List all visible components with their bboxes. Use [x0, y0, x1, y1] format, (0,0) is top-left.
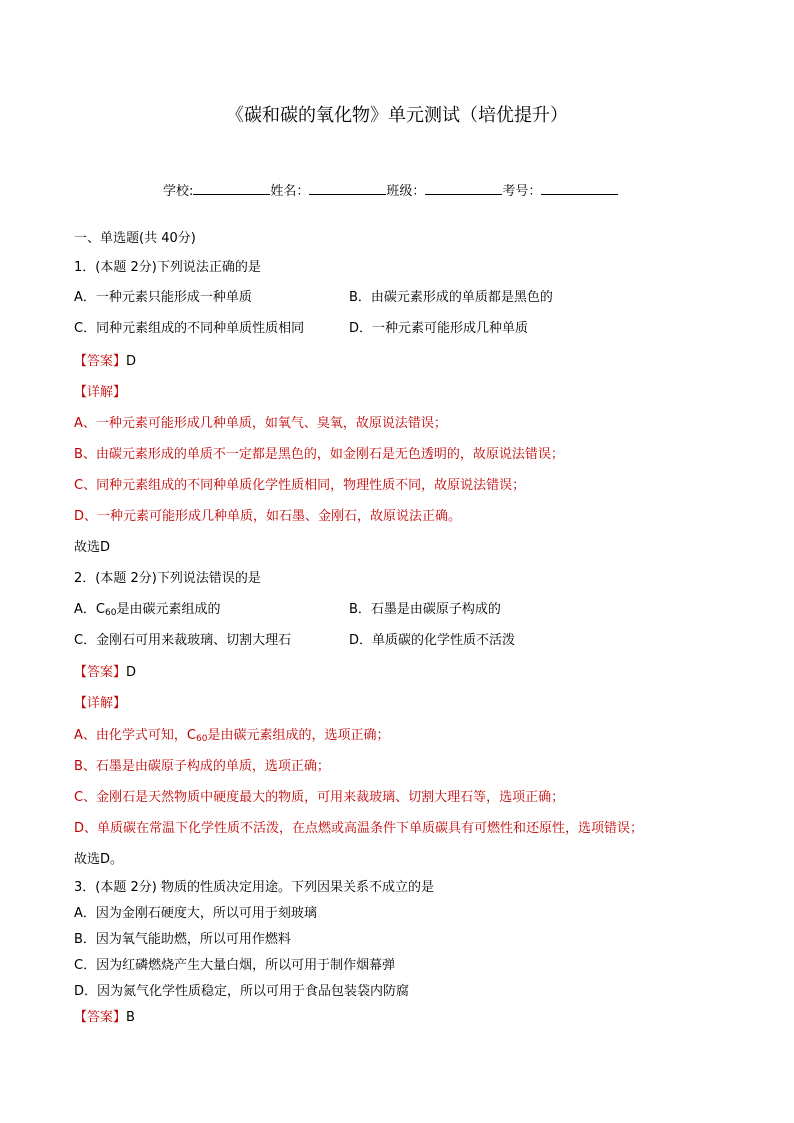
q3-stem: 3．(本题 2分) 物质的性质决定用途。下列因果关系不成立的是 — [74, 880, 434, 895]
q2-answer — [74, 664, 136, 682]
q1-explanation-c: C、同种元素组成的不同种单质化学性质相同，物理性质不同，故原说法错误； — [74, 478, 526, 493]
student-info-line — [163, 181, 618, 201]
school-label: 学校: — [163, 184, 194, 199]
number-label: 考号： — [502, 184, 542, 199]
q2-option-c: C．金刚石可用来裁玻璃、切割大理石 — [74, 633, 292, 648]
q2-option-a-suffix: 是由碳元素组成的 — [116, 602, 221, 617]
q2-stem: 2．(本题 2分)下列说法错误的是 — [74, 571, 261, 586]
q2-explanation-d: D、单质碳在常温下化学性质不活泼，在点燃或高温条件下单质碳具有可燃性和还原性，选项错误； — [74, 821, 644, 836]
q2-option-b: B．石墨是由碳原子构成的 — [349, 602, 501, 617]
q3-option-b: B．因为氧气能助燃，所以可用作燃料 — [74, 932, 291, 947]
q2-option-a-prefix: A．C — [74, 602, 105, 617]
q2-explanation-a-prefix: A、由化学式可知，C — [74, 728, 196, 743]
name-label: 姓名： — [270, 184, 310, 199]
number-blank[interactable] — [541, 181, 618, 195]
q1-option-b: B．由碳元素形成的单质都是黑色的 — [349, 290, 553, 305]
q2-option-a-subscript: 60 — [104, 608, 117, 618]
q3-option-c: C．因为红磷燃烧产生大量白烟，所以可用于制作烟幕弹 — [74, 958, 396, 973]
q2-explanation-a — [74, 727, 389, 748]
q3-answer — [74, 1009, 135, 1027]
q1-explanation-b: B、由碳元素形成的单质不一定都是黑色的，如金刚石是无色透明的，故原说法错误； — [74, 447, 564, 462]
q2-explanation-b: B、石墨是由碳原子构成的单质，选项正确； — [74, 759, 330, 774]
q2-detail-tag: 【详解】 — [74, 696, 127, 711]
q2-answer-tag: 【答案】 — [74, 665, 127, 680]
section-heading: 一、单选题(共 40分) — [74, 231, 196, 246]
q2-conclusion: 故选D。 — [74, 852, 124, 867]
q2-option-a — [74, 601, 220, 622]
q3-answer-tag: 【答案】 — [74, 1010, 127, 1025]
class-label: 班级： — [386, 184, 426, 199]
q1-answer-value: D — [126, 354, 137, 369]
q1-answer-tag: 【答案】 — [74, 354, 127, 369]
q1-stem: 1．(本题 2分)下列说法正确的是 — [74, 260, 261, 275]
q1-conclusion: 故选D — [74, 540, 111, 555]
q3-answer-value: B — [126, 1010, 135, 1025]
q1-explanation-d: D、一种元素可能形成几种单质，如石墨、金刚石，故原说法正确。 — [74, 509, 462, 524]
q2-explanation-c: C、金刚石是天然物质中硬度最大的物质，可用来裁玻璃、切割大理石等，选项正确； — [74, 790, 565, 805]
q2-option-d: D．单质碳的化学性质不活泼 — [349, 633, 516, 648]
q1-option-a: A．一种元素只能形成一种单质 — [74, 290, 252, 305]
q1-explanation-a: A、一种元素可能形成几种单质，如氧气、臭氧，故原说法错误； — [74, 416, 447, 431]
q1-answer — [74, 353, 136, 371]
q1-detail-tag: 【详解】 — [74, 385, 127, 400]
q3-option-a: A．因为金刚石硬度大，所以可用于刻玻璃 — [74, 906, 317, 921]
name-blank[interactable] — [309, 181, 386, 195]
page-title: 《碳和碳的氧化物》单元测试（培优提升） — [226, 105, 568, 126]
q1-option-d: D．一种元素可能形成几种单质 — [349, 321, 529, 336]
q2-explanation-a-subscript: 60 — [195, 734, 208, 744]
q2-explanation-a-suffix: 是由碳元素组成的，选项正确； — [207, 728, 390, 743]
q3-option-d: D．因为氮气化学性质稳定，所以可用于食品包装袋内防腐 — [74, 984, 410, 999]
class-blank[interactable] — [425, 181, 502, 195]
q1-option-c: C．同种元素组成的不同种单质性质相同 — [74, 321, 305, 336]
q2-answer-value: D — [126, 665, 137, 680]
school-blank[interactable] — [193, 181, 270, 195]
